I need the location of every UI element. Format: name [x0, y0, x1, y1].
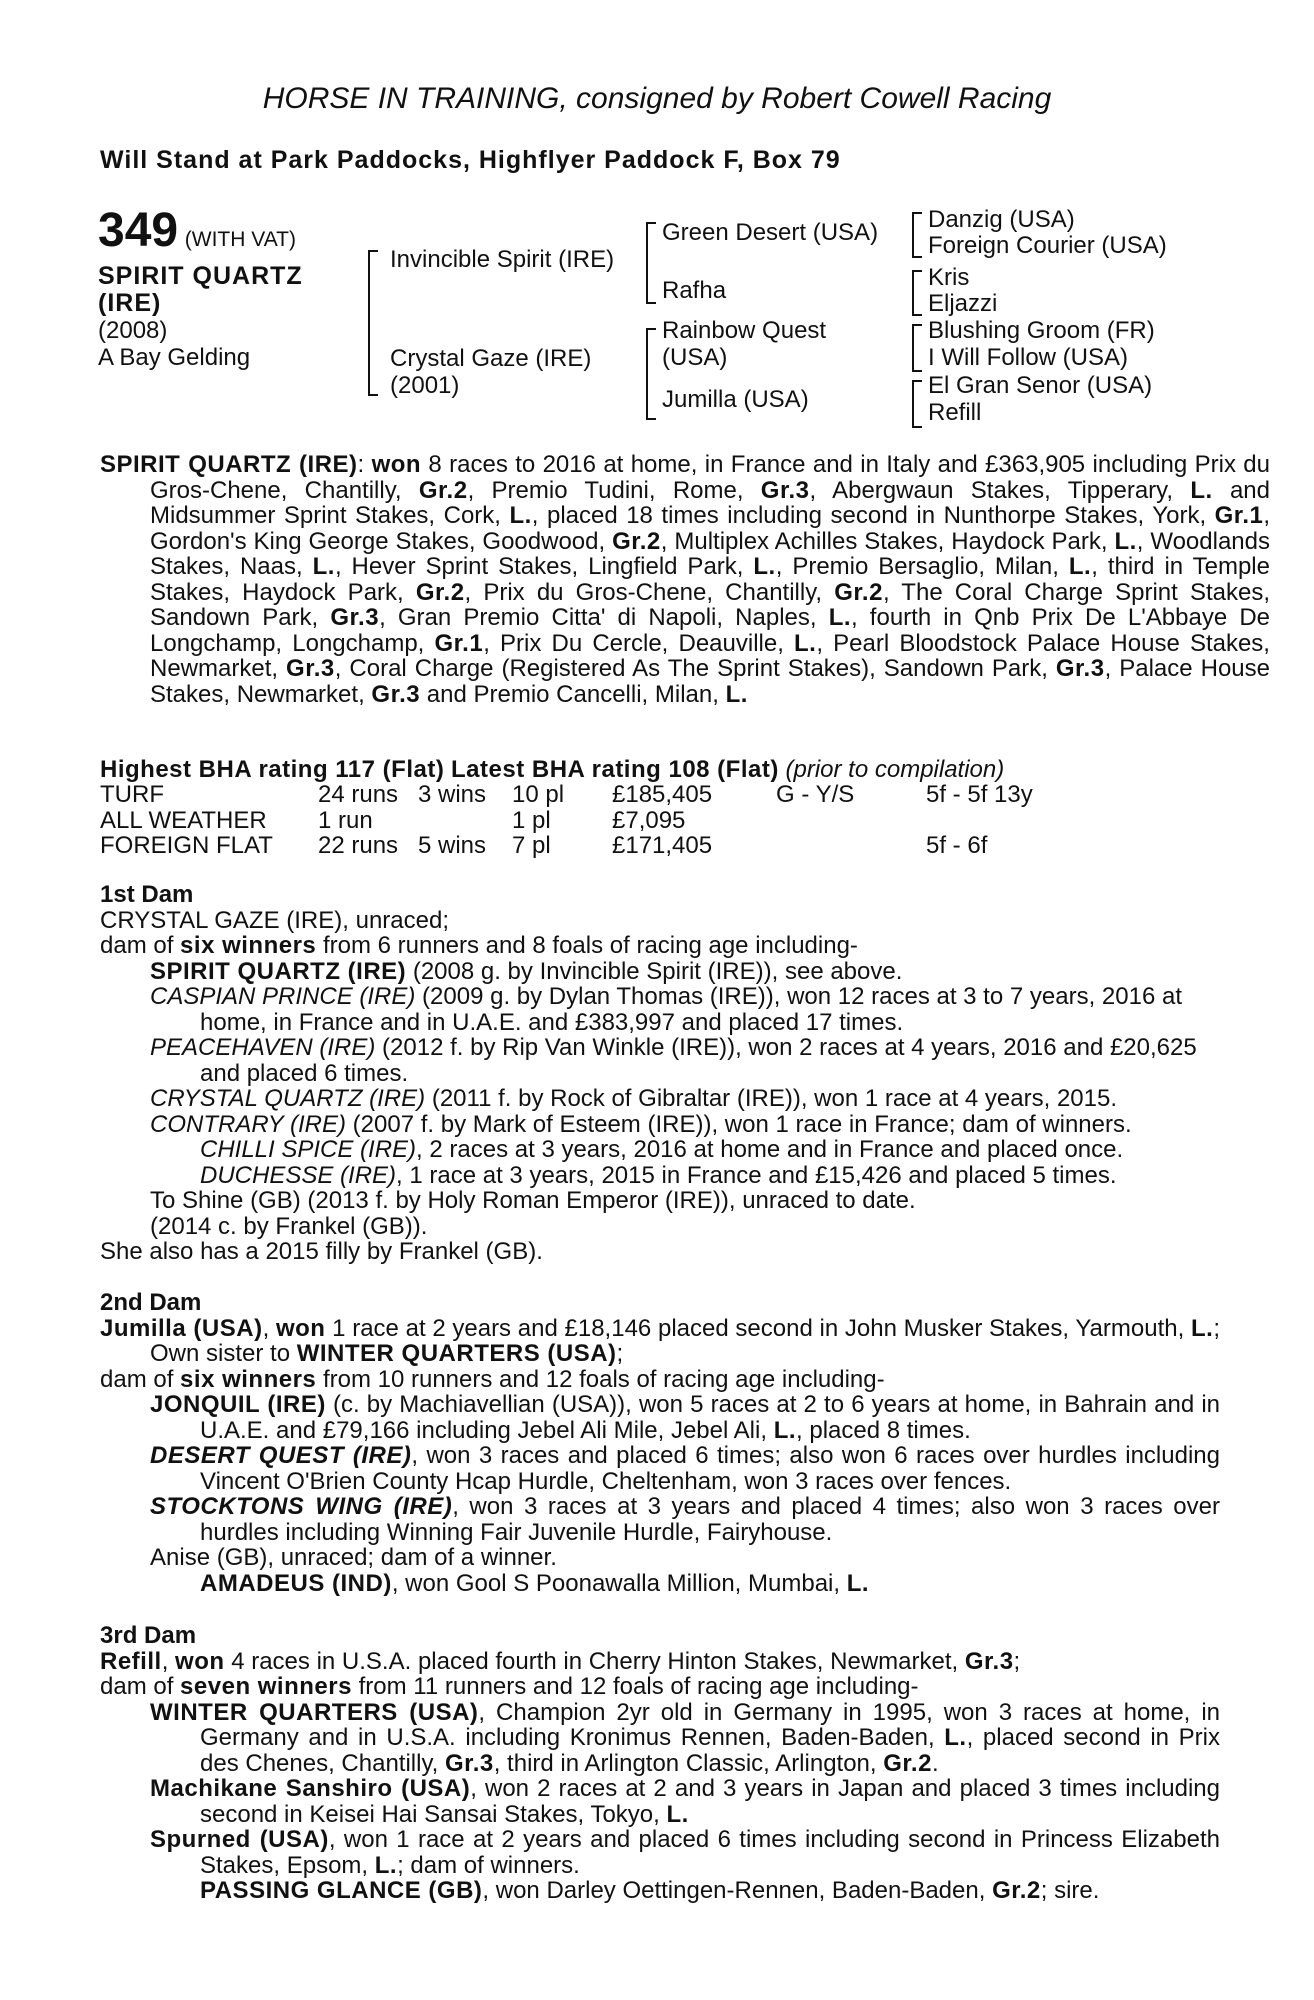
progeny-text: , 1 race at 3 years, 2015 in France and £15,426 and placed 5 times.: [396, 1161, 1117, 1189]
lot-number: 349: [98, 204, 179, 257]
stats-prize: £7,095: [612, 806, 686, 834]
rr-text: , third in Temple Stakes, Haydock Park,: [150, 553, 1270, 606]
progeny-entry: [100, 1827, 1220, 1878]
t: Gr.2: [883, 1749, 932, 1777]
progeny-name: CRYSTAL QUARTZ (IRE): [150, 1085, 426, 1112]
t: from 6 runners and 8 foals of racing age including-: [316, 932, 858, 959]
progeny-text: (2014 c. by Frankel (GB)).: [150, 1212, 428, 1240]
t: 1 race at 2 years and £18,146 placed second in John Musker Stakes, Yarmouth,: [325, 1314, 1191, 1342]
rr-grade: Gr.3: [760, 476, 810, 504]
progeny-text: (2007 f. by Mark of Esteem (IRE)), won 1 race in France; dam of winners.: [346, 1110, 1132, 1138]
pedigree-dsd: I Will Follow (USA): [928, 344, 1129, 371]
rr-text: , Gordon's King George Stakes, Goodwood,: [150, 502, 1271, 555]
progeny-name: Machikane Sanshiro (USA): [150, 1775, 471, 1802]
progeny-entry: [100, 1443, 1220, 1494]
first-dam-section: [100, 882, 1220, 1265]
progeny-text: , Champion 2yr old in Germany in 1995, won 3 races at home, in Germany and in U.S.A. including Kronimus Rennen, Baden-Baden,: [200, 1698, 1220, 1751]
stats-surface: TURF: [100, 781, 164, 808]
rr-grade: Gr.2: [418, 476, 468, 504]
rr-text: , Multiplex Achilles Stakes, Haydock Park,: [660, 527, 1115, 555]
stats-prize: £171,405: [612, 832, 713, 859]
progeny-text: Anise (GB), unraced; dam of a winner.: [150, 1544, 557, 1571]
rr-text: , Hever Sprint Stakes, Lingfield Park,: [334, 553, 754, 580]
pedigree-dss: Blushing Groom (FR): [928, 317, 1155, 344]
rr-won: won: [371, 451, 422, 478]
progeny-entry: [100, 1878, 1220, 1904]
t: , placed 8 times.: [796, 1416, 971, 1444]
progeny-entry: [100, 1112, 1220, 1138]
t: L.: [1190, 1314, 1214, 1342]
progeny-name: DESERT QUEST (IRE): [150, 1442, 412, 1469]
pedigree-dds: El Gran Senor (USA): [928, 372, 1153, 399]
progeny-text: , won 3 races and placed 6 times; also won 6 races over hurdles including Vincent O'Brien County Hcap Hurdle, Cheltenham, won 3 races over fences.: [200, 1442, 1220, 1495]
rr-grade: Gr.3: [1055, 655, 1105, 682]
latest-rating: Latest BHA rating 108 (Flat): [451, 756, 779, 783]
progeny-entry: [100, 1776, 1220, 1827]
progeny-entry: [100, 984, 1220, 1035]
progeny-text: , won Gool S Poonawalla Million, Mumbai,: [391, 1569, 847, 1597]
second-dam-heading: 2nd Dam: [100, 1289, 202, 1316]
t: ; sire.: [1040, 1877, 1100, 1904]
rr-grade: L.: [753, 553, 776, 580]
progeny-text: , 2 races at 3 years, 2016 at home and in France and placed once.: [416, 1136, 1124, 1163]
dam-line-brace: [646, 328, 656, 420]
stats-pl: 1 pl: [512, 806, 551, 834]
stats-runs: 22 runs: [318, 832, 399, 859]
pedigree-sire-sire: Green Desert (USA): [662, 219, 879, 246]
t: .: [931, 1749, 939, 1777]
page-title: HORSE IN TRAINING, consigned by Robert Cowell Racing: [262, 82, 1052, 115]
pedigree-dam-year: (2001): [390, 372, 460, 399]
rr-grade: L.: [509, 502, 532, 529]
t: Jumilla (USA): [100, 1314, 263, 1342]
rr-text: 8 races to 2016 at home, in France and in Italy and £363,905 including Prix du Gros-Chene, Chantilly,: [150, 451, 1270, 504]
race-record: [100, 452, 1270, 707]
stats-going: [776, 833, 926, 859]
stats-wins: [418, 808, 512, 834]
progeny-entry: [100, 1035, 1220, 1086]
rr-text: , Coral Charge (Registered As The Sprint Stakes), Sandown Park,: [334, 655, 1056, 682]
rr-text: , Prix du Gros-Chene, Chantilly,: [464, 578, 835, 606]
rr-text: , Premio Tudini, Rome,: [467, 476, 761, 504]
third-dam-heading: 3rd Dam: [100, 1622, 197, 1649]
t: L.: [374, 1851, 398, 1879]
progeny-name: CONTRARY (IRE): [150, 1110, 347, 1138]
brace-3c: [912, 324, 922, 372]
stats-surface: FOREIGN FLAT: [100, 832, 273, 859]
stats-row: [100, 782, 1076, 808]
first-dam-heading: 1st Dam: [100, 881, 194, 908]
rr-grade: Gr.3: [371, 680, 421, 708]
rr-text: and Midsummer Sprint Stakes, Cork,: [150, 476, 1270, 529]
progeny-name: CASPIAN PRINCE (IRE): [150, 983, 416, 1010]
progeny-name: PASSING GLANCE (GB): [200, 1877, 483, 1904]
rr-text: , Pearl Bloodstock Palace House Stakes, Newmarket,: [150, 629, 1270, 682]
progeny-text: To Shine (GB) (2013 f. by Holy Roman Emperor (IRE)), unraced to date.: [150, 1187, 916, 1214]
rr-text: , fourth in Qnb Prix De L'Abbaye De Longchamp, Longchamp,: [150, 604, 1270, 657]
t: Gr.2: [992, 1877, 1041, 1904]
rr-grade: L.: [312, 553, 335, 580]
progeny-entry: [100, 1700, 1220, 1777]
t: L.: [773, 1416, 797, 1444]
t: won: [175, 1647, 225, 1675]
rr-grade: Gr.2: [415, 578, 465, 606]
progeny-text: , won 1 race at 2 years and placed 6 times including second in Princess Elizabeth Stakes, Epsom,: [200, 1826, 1220, 1879]
t: dam of: [100, 932, 181, 959]
t: L.: [846, 1569, 870, 1597]
t: L.: [944, 1724, 967, 1751]
rr-grade: Gr.2: [612, 527, 661, 555]
rr-grade: L.: [725, 680, 748, 708]
horse-name: SPIRIT QUARTZ: [98, 262, 303, 290]
stats-runs: 1 run: [318, 806, 373, 834]
rr-text: , Palace House Stakes, Newmarket,: [150, 655, 1270, 708]
pedigree-ssd: Foreign Courier (USA): [928, 232, 1167, 259]
brace-3a: [912, 212, 922, 258]
progeny-name: CHILLI SPICE (IRE): [200, 1136, 417, 1163]
progeny-name: Spurned (USA): [150, 1826, 329, 1853]
highest-rating: Highest BHA rating 117 (Flat): [100, 756, 445, 783]
third-dam-record: Refill, won 4 races in U.S.A. placed fourth in Cherry Hinton Stakes, Newmarket, Gr.3;: [100, 1647, 1021, 1675]
progeny-text: (2009 g. by Dylan Thomas (IRE)), won 12 races at 3 to 7 years, 2016 at home, in France and in U.A.E. and £383,997 and placed 17 times.: [200, 983, 1182, 1036]
rr-text: , Woodlands Stakes, Naas,: [150, 527, 1270, 580]
stats-going: [776, 808, 926, 834]
stand-location: Will Stand at Park Paddocks, Highflyer Paddock F, Box 79: [100, 146, 841, 174]
progeny-entry: [100, 1214, 1220, 1240]
rr-grade: L.: [1190, 476, 1213, 504]
stats-dist: [926, 808, 1076, 834]
rr-grade: L.: [828, 604, 852, 631]
stats-dist: 5f - 5f 13y: [926, 781, 1033, 808]
progeny-name: AMADEUS (IND): [200, 1569, 392, 1597]
stats-wins: 5 wins: [418, 832, 487, 859]
rr-grade: Gr.3: [286, 655, 335, 682]
t: seven winners: [180, 1673, 352, 1700]
horse-name-country: (IRE): [98, 289, 162, 317]
first-dam-line: CRYSTAL GAZE (IRE), unraced;: [100, 906, 449, 934]
progeny-name: JONQUIL (IRE): [150, 1391, 326, 1418]
t: dam of: [100, 1365, 181, 1393]
progeny-entry: [100, 959, 1220, 985]
progeny-entry: [100, 1086, 1220, 1112]
t: , third in Arlington Classic, Arlington,: [493, 1749, 884, 1777]
stats-pl: 10 pl: [512, 781, 565, 808]
stats-row: [100, 833, 1076, 859]
rr-grade: Gr.3: [330, 604, 380, 631]
pedigree-sire: Invincible Spirit (IRE): [390, 246, 615, 273]
t: ;: [616, 1340, 624, 1367]
pedigree-sdd: Eljazzi: [928, 290, 998, 317]
rr-grade: L.: [1114, 527, 1137, 555]
progeny-entry: [100, 1163, 1220, 1189]
stats-going: G - Y/S: [776, 781, 855, 808]
t: Gr.3: [445, 1749, 494, 1777]
t: ; dam of winners.: [397, 1851, 580, 1879]
progeny-text: (c. by Machiavellian (USA)), won 5 races at 2 to 6 years at home, in Bahrain and in U.A.E. and £79,166 including Jebel Ali Mile, Jebel Ali,: [200, 1391, 1221, 1444]
progeny-entry: [100, 1188, 1220, 1214]
rr-text: and Premio Cancelli, Milan,: [420, 680, 726, 708]
t: dam of: [100, 1673, 181, 1700]
sire-line-brace: [646, 222, 656, 304]
horse-year: (2008): [98, 317, 168, 344]
progeny-name: WINTER QUARTERS (USA): [150, 1698, 479, 1726]
stats-wins: 3 wins: [418, 781, 487, 808]
progeny-entry: [100, 1392, 1220, 1443]
progeny-note: She also has a 2015 filly by Frankel (GB).: [100, 1238, 543, 1265]
second-dam-record: Jumilla (USA), won 1 race at 2 years and £18,146 placed second in John Musker Stakes, Yarmouth, L.; Own sister to WINTER QUARTERS (USA);: [100, 1314, 1220, 1367]
third-dam-summary: [100, 1674, 1220, 1700]
rr-grade: Gr.1: [434, 629, 484, 657]
rr-text: , Prix Du Cercle, Deauville,: [483, 629, 795, 657]
progeny-entry: [100, 1571, 1220, 1597]
progeny-name: SPIRIT QUARTZ (IRE): [150, 957, 407, 985]
pedigree-dam-dam: Jumilla (USA): [662, 386, 809, 413]
ratings-line: [100, 757, 1220, 783]
pedigree-sss: Danzig (USA): [928, 206, 1075, 233]
rr-text: , The Coral Charge Sprint Stakes, Sandown Park,: [150, 578, 1270, 631]
stats-surface: ALL WEATHER: [100, 806, 267, 834]
rr-horse-name: SPIRIT QUARTZ (IRE): [100, 451, 358, 478]
t: Gr.3: [964, 1647, 1014, 1675]
progeny-entry: [100, 1137, 1220, 1163]
t: , placed second in Prix des Chenes, Chantilly,: [200, 1724, 1220, 1777]
progeny-text: (2008 g. by Invincible Spirit (IRE)), see above.: [406, 957, 903, 985]
t: six winners: [180, 932, 317, 959]
pedigree-sire-dam: Rafha: [662, 277, 727, 304]
stats-runs: 24 runs: [318, 781, 399, 808]
t: won: [275, 1314, 326, 1342]
brace-3d: [912, 380, 922, 428]
rr-text: , Gran Premio Citta' di Napoli, Naples,: [379, 604, 829, 631]
rr-text: , placed 18 times including second in Nunthorpe Stakes, York,: [531, 502, 1215, 529]
t: WINTER QUARTERS (USA): [296, 1340, 617, 1367]
rr-text: , Premio Bersaglio, Milan,: [775, 553, 1069, 580]
second-dam-section: [100, 1290, 1220, 1596]
progeny-text: (2011 f. by Rock of Gibraltar (IRE)), won 1 race at 4 years, 2015.: [425, 1085, 1118, 1112]
horse-description: A Bay Gelding: [98, 344, 251, 371]
lot-block: [98, 205, 358, 371]
t: from 11 runners and 12 foals of racing age including-: [351, 1673, 919, 1700]
t: from 10 runners and 12 foals of racing age including-: [316, 1365, 885, 1393]
vat-note: (WITH VAT): [184, 228, 296, 251]
ratings-note: (prior to compilation): [785, 756, 1005, 783]
pedigree-dam-sire-country: (USA): [662, 344, 728, 371]
t: ; Own sister to: [150, 1314, 1220, 1367]
t: six winners: [180, 1365, 317, 1393]
pedigree-sds: Kris: [928, 264, 970, 291]
progeny-text: , won 3 races at 3 years and placed 4 times; also won 3 races over hurdles including Winning Fair Juvenile Hurdle, Fairyhouse.: [200, 1493, 1220, 1546]
t: 4 races in U.S.A. placed fourth in Cherry Hinton Stakes, Newmarket,: [224, 1647, 965, 1675]
stats-prize: £185,405: [612, 781, 713, 808]
stats-dist: 5f - 6f: [926, 832, 988, 859]
rr-grade: L.: [794, 629, 817, 657]
t: ;: [1013, 1647, 1021, 1675]
rr-text: , Abergwaun Stakes, Tipperary,: [809, 476, 1191, 504]
first-dam-summary: [100, 933, 1220, 959]
rr-sep: :: [357, 451, 372, 478]
t: L.: [666, 1800, 689, 1828]
pedigree-dam-sire: Rainbow Quest: [662, 317, 827, 344]
progeny-text: , won Darley Oettingen-Rennen, Baden-Baden,: [482, 1877, 993, 1904]
progeny-name: DUCHESSE (IRE): [200, 1161, 397, 1189]
stats-table: [100, 782, 1076, 859]
progeny-text: (2012 f. by Rip Van Winkle (IRE)), won 2 races at 4 years, 2016 and £20,625 and placed 6 times.: [200, 1034, 1197, 1087]
progeny-text: , won 2 races at 2 and 3 years in Japan and placed 3 times including second in Keisei Hai Sansai Stakes, Tokyo,: [200, 1775, 1220, 1828]
pedigree-dam: Crystal Gaze (IRE): [390, 345, 592, 372]
third-dam-section: [100, 1623, 1220, 1904]
pedigree-ddd: Refill: [928, 399, 982, 426]
rr-grade: L.: [1068, 553, 1092, 580]
progeny-entry: [100, 1494, 1220, 1545]
second-dam-summary: [100, 1367, 1220, 1393]
stats-row: [100, 808, 1076, 834]
stats-pl: 7 pl: [512, 832, 551, 859]
t: Refill: [100, 1647, 162, 1675]
progeny-name: PEACEHAVEN (IRE): [150, 1034, 376, 1061]
brace-3b: [912, 270, 922, 316]
progeny-name: STOCKTONS WING (IRE): [150, 1493, 453, 1520]
sire-dam-brace: [368, 250, 378, 396]
progeny-entry: [100, 1545, 1220, 1571]
rr-grade: Gr.2: [834, 578, 883, 606]
rr-grade: Gr.1: [1214, 502, 1264, 529]
